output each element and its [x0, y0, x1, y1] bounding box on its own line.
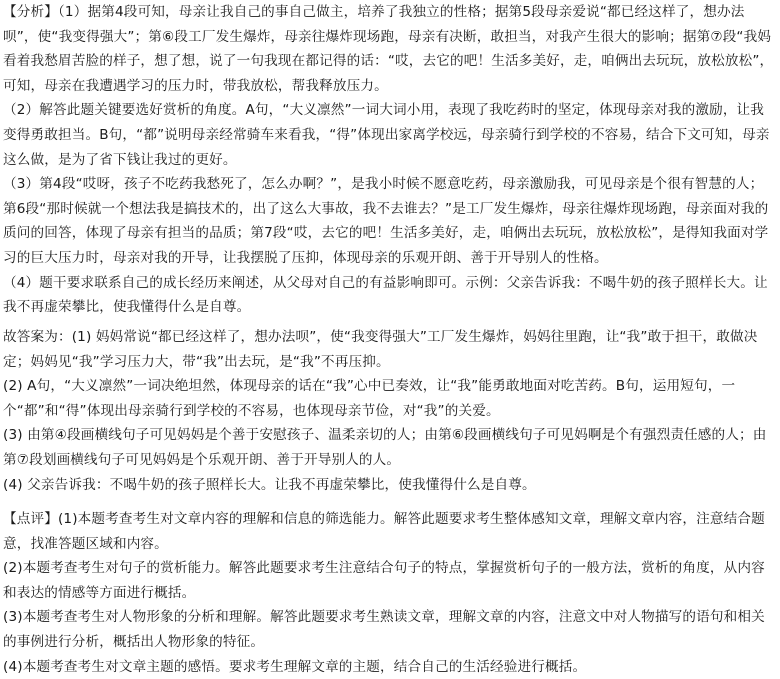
- comment-section: [3, 507, 775, 679]
- comment-paragraph-1: 【点评】(1)本题考查考生对文章内容的理解和信息的筛选能力。解答此题要求考生整体感知文章，理解文章内容，注意结合题意，找准答题区域和内容。: [3, 511, 765, 552]
- analysis-paragraph-4: （4）题干要求联系自己的成长经历来阐述，从父母对自己的有益影响即可。示例：父亲告诉我：不喝牛奶的孩子照样长大。让我不再虚荣攀比，使我懂得什么是自尊。: [3, 274, 768, 316]
- analysis-section: [3, 0, 775, 320]
- comment-paragraph-2: (2)本题考查考生对句子的赏析能力。解答此题要求考生注意结合句子的特点，掌握赏析句子的一般方法，赏析的角度，从内容和表达的情感等方面进行概括。: [3, 560, 765, 601]
- analysis-paragraph-1: 【分析】（1）据第4段可知，母亲让我自己的事自己做主，培养了我独立的性格；据第5段母亲爱说“都已经这样了，想办法呗”，使“我变得强大”；第⑥段工厂发生爆炸，母亲往爆炸现场跑，母亲有决断，敢担当，对我产生很大的影响；据第⑦段“我妈看着我愁眉苦脸的样子，想了想，说了一句我现在都记得的话：“哎，去它的吧！生活多美好，走，咱俩出去玩玩，放松放松”，可知，母亲在我遭遇学习的压力时，带我放松，帮我释放压力。: [3, 4, 774, 94]
- answer-paragraph-1: 故答案为：(1) 妈妈常说“都已经这样了，想办法呗”，使“我变得强大”工厂发生爆炸，妈妈往里跑，让“我”敢于担干，敢做决定；妈妈见“我”学习压力大，带“我”出去玩，是“我”不再压抑。: [3, 329, 758, 370]
- analysis-paragraph-2: （2）解答此题关键要选好赏析的角度。A句，“大义凛然”一词大词小用，表现了我吃药时的坚定，体现母亲对我的激励，让我变得勇敢担当。B句，“都”说明母亲经常骑车来看我，“得”体现出家离学校远，母亲骑行到学校的不容易，结合下文可知，母亲这么做，是为了省下钱让我过的更好。: [3, 102, 770, 168]
- comment-paragraph-4: (4)本题考查考生对文章主题的感悟。要求考生理解文章的主题，结合自己的生活经验进行概括。: [3, 658, 587, 675]
- answer-paragraph-4: (4) 父亲告诉我：不喝牛奶的孩子照样长大。让我不再虚荣攀比，使我懂得什么是自尊。: [3, 476, 536, 493]
- comment-paragraph-3: (3)本题考查考生对人物形象的分析和理解。解答此题要求考生熟读文章，理解文章的内容，注意文中对人物描写的语句和相关的事例进行分析，概括出人物形象的特征。: [3, 609, 765, 650]
- answer-section: [3, 325, 775, 497]
- answer-paragraph-3: (3) 由第④段画横线句子可见妈妈是个善于安慰孩子、温柔亲切的人；由第⑥段画横线句子可见妈啊是个有强烈责任感的人；由第⑦段划画横线句子可见妈妈是个乐观开朗、善于开导别人的人。: [3, 427, 767, 468]
- analysis-paragraph-3: （3）第4段“哎呀，孩子不吃药我愁死了，怎么办啊？”，是我小时候不愿意吃药，母亲激励我，可见母亲是个很有智慧的人；第6段“那时候就一个想法我是搞技术的，出了这么大事故，我不去谁去？”是工厂发生爆炸，母亲往爆炸现场跑，母亲面对我的质问的回答，体现了母亲有担当的品质；第7段“哎，去它的吧！生活多美好，走，咱俩出去玩玩，放松放松”，是得知我面对学习的巨大压力时，母亲对我的开导，让我摆脱了压抑，体现母亲的乐观开朗、善于开导别人的性格。: [3, 176, 769, 266]
- answer-paragraph-2: (2) A句，“大义凛然”一词决绝坦然，体现母亲的话在“我”心中已奏效，让“我”能勇敢地面对吃苦药。B句，运用短句，一个“都”和“得”体现出母亲骑行到学校的不容易，也体现母亲节俭，对“我”的关爱。: [3, 378, 736, 419]
